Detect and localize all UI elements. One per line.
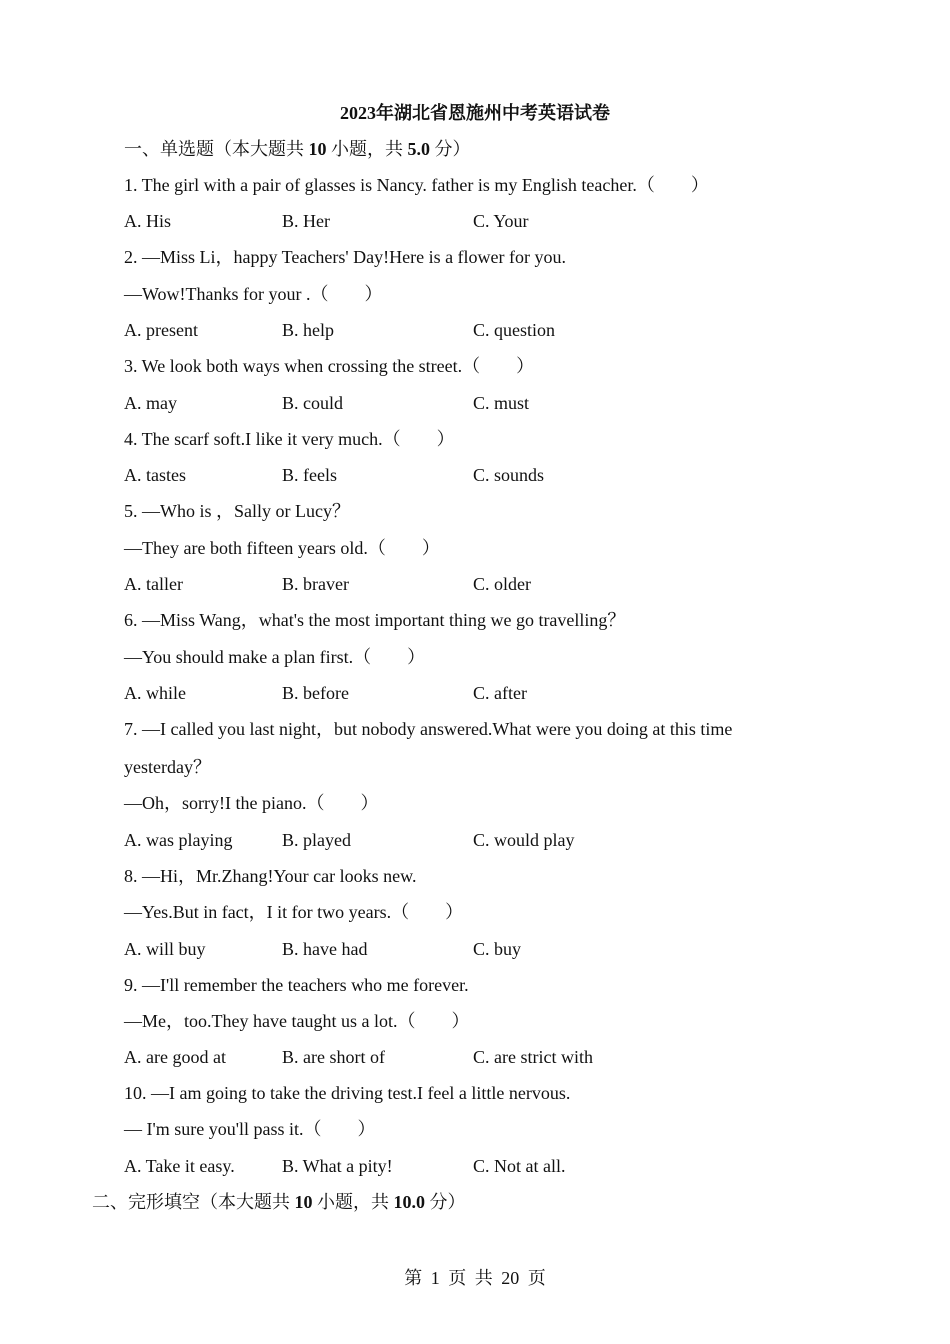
question-10-text: 10. —I am going to take the driving test.I feel a little nervous.	[124, 1083, 571, 1103]
question-10-reply: — I'm sure you'll pass it.（ ）	[124, 1119, 376, 1139]
footer-page-number: 1	[430, 1268, 440, 1288]
q10-option-a: A. Take it easy.	[124, 1156, 235, 1176]
q8-option-c: C. buy	[473, 939, 522, 959]
section-mid: 小题，共	[312, 1192, 394, 1212]
q2-option-c: C. question	[473, 320, 556, 340]
question-5-text: 5. —Who is ，Sally or Lucy？	[124, 501, 350, 521]
question-9-text: 9. —I'll remember the teachers who me forever.	[124, 975, 469, 995]
q6-option-c: C. after	[473, 683, 527, 703]
q9-option-a: A. are good at	[124, 1047, 226, 1067]
question-1-text: 1. The girl with a pair of glasses is Nancy. father is my English teacher.（ ）	[124, 175, 709, 195]
q5-option-b: B. braver	[282, 574, 349, 594]
question-6-text: 6. —Miss Wang，what's the most important thing we go travelling？	[124, 610, 626, 630]
q10-option-b: B. What a pity!	[282, 1156, 393, 1176]
section-prefix: 一、单选题（本大题共	[124, 139, 309, 159]
footer-post: 页	[527, 1268, 546, 1288]
section-mid: 小题，共	[326, 139, 408, 159]
q4-option-b: B. feels	[282, 465, 337, 485]
footer-total-pages: 20	[501, 1268, 520, 1288]
page-footer	[0, 1266, 950, 1290]
q4-option-c: C. sounds	[473, 465, 545, 485]
question-9-reply: —Me，too.They have taught us a lot.（ ）	[124, 1011, 470, 1031]
q2-option-a: A. present	[124, 320, 198, 340]
page-title: 2023年湖北省恩施州中考英语试卷	[340, 103, 610, 123]
footer-mid1: 页	[448, 1268, 467, 1288]
q10-option-c: C. Not at all.	[473, 1156, 566, 1176]
question-7-text: 7. —I called you last night，but nobody answered.What were you doing at this time	[124, 719, 733, 739]
q9-option-c: C. are strict with	[473, 1047, 593, 1067]
section-count: 10	[294, 1192, 313, 1212]
q9-option-b: B. are short of	[282, 1047, 385, 1067]
section-suffix: 分）	[430, 139, 471, 159]
q6-option-b: B. before	[282, 683, 349, 703]
q5-option-a: A. taller	[124, 574, 183, 594]
q6-option-a: A. while	[124, 683, 186, 703]
section-score: 5.0	[407, 139, 430, 159]
q7-option-a: A. was playing	[124, 830, 233, 850]
q7-option-b: B. played	[282, 830, 351, 850]
question-7-reply: —Oh，sorry!I the piano.（ ）	[124, 793, 379, 813]
q8-option-b: B. have had	[282, 939, 368, 959]
section-heading-2	[92, 1190, 466, 1214]
question-8-text: 8. —Hi，Mr.Zhang!Your car looks new.	[124, 866, 417, 886]
question-7-text-cont: yesterday？	[124, 757, 211, 777]
question-5-reply: —They are both fifteen years old.（ ）	[124, 538, 440, 558]
section-count: 10	[308, 139, 327, 159]
footer-pre: 第	[404, 1268, 423, 1288]
footer-mid2: 共	[474, 1268, 493, 1288]
q1-option-a: A. His	[124, 211, 172, 231]
q3-option-b: B. could	[282, 393, 343, 413]
q4-option-a: A. tastes	[124, 465, 186, 485]
q3-option-c: C. must	[473, 393, 530, 413]
question-8-reply: —Yes.But in fact，I it for two years.（ ）	[124, 902, 464, 922]
q2-option-b: B. help	[282, 320, 334, 340]
q8-option-a: A. will buy	[124, 939, 206, 959]
question-4-text: 4. The scarf soft.I like it very much.（ ）	[124, 429, 455, 449]
section-heading-1	[124, 137, 471, 161]
q7-option-c: C. would play	[473, 830, 575, 850]
section-prefix: 二、完形填空（本大题共	[92, 1192, 295, 1212]
question-2-text: 2. —Miss Li，happy Teachers' Day!Here is a flower for you.	[124, 247, 567, 267]
q1-option-b: B. Her	[282, 211, 330, 231]
q1-option-c: C. Your	[473, 211, 529, 231]
q5-option-c: C. older	[473, 574, 531, 594]
section-score: 10.0	[393, 1192, 425, 1212]
question-3-text: 3. We look both ways when crossing the street.（ ）	[124, 356, 535, 376]
section-suffix: 分）	[425, 1192, 466, 1212]
question-6-reply: —You should make a plan first.（ ）	[124, 647, 426, 667]
question-2-reply: —Wow!Thanks for your .（ ）	[124, 284, 383, 304]
q3-option-a: A. may	[124, 393, 177, 413]
